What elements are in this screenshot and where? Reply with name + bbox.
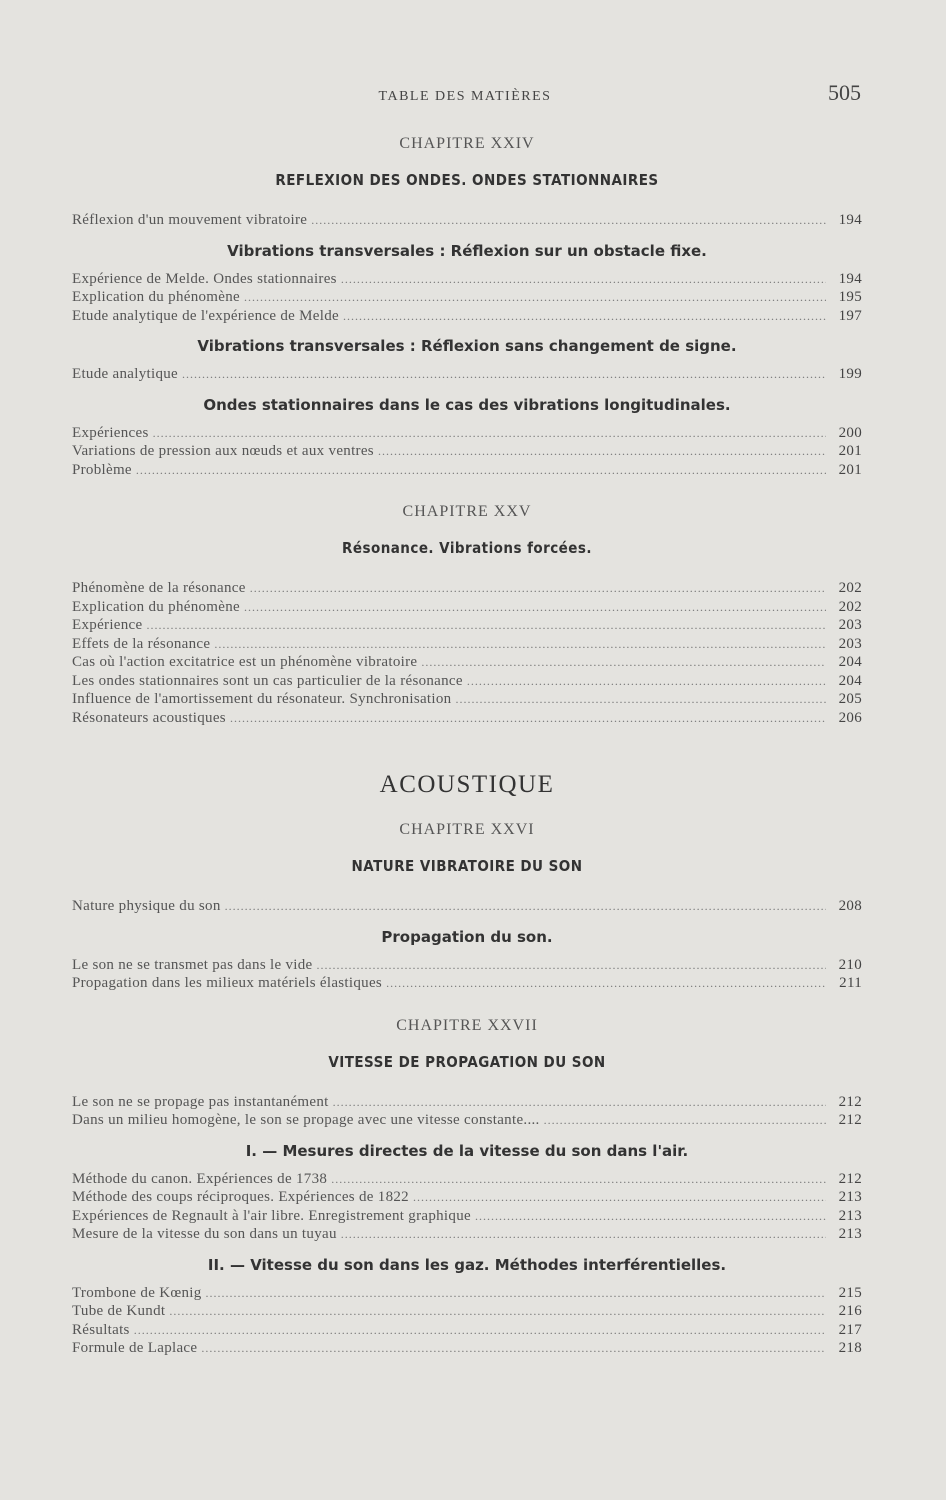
entry-title: Problème <box>72 461 132 478</box>
section-heading: II. — Vitesse du son dans les gaz. Méthodes interférentielles. <box>207 1255 727 1274</box>
section-heading: I. — Mesures directes de la vitesse du son dans l'air. <box>245 1141 689 1160</box>
dot-leader <box>201 1339 826 1358</box>
chapter-title: Résonance. Vibrations forcées. <box>342 539 592 557</box>
toc-entry <box>72 690 862 709</box>
dot-leader <box>311 211 826 230</box>
entry-page: 213 <box>838 1207 862 1224</box>
entry-page: 208 <box>838 898 862 914</box>
spacer <box>72 479 862 503</box>
running-title: TABLE DES MATIÈRES <box>378 89 552 104</box>
dot-leader <box>146 616 826 635</box>
toc-entry <box>72 709 862 728</box>
entry-title: Expériences <box>72 424 149 441</box>
entry-title: Expérience de Melde. Ondes stationnaires <box>72 270 337 287</box>
dot-leader <box>136 461 826 480</box>
dot-leader <box>225 897 826 916</box>
entry-page: 204 <box>838 672 862 689</box>
section-heading: Propagation du son. <box>381 927 553 946</box>
entry-page: 195 <box>838 289 862 305</box>
page-number: 505 <box>828 80 861 105</box>
entry-page: 194 <box>838 212 862 228</box>
spacer <box>72 993 862 1017</box>
dot-leader <box>333 1093 826 1112</box>
toc-entry <box>72 653 862 672</box>
entry-title: Le son ne se propage pas instantanément <box>72 1093 329 1110</box>
entry-page: 210 <box>838 956 862 973</box>
entry-page: 204 <box>838 654 862 670</box>
entry-title: Dans un milieu homogène, le son se propage avec une vitesse constante.... <box>72 1112 540 1128</box>
entry-title: Mesure de la vitesse du son dans un tuyau <box>72 1226 337 1242</box>
toc-entry <box>72 579 862 598</box>
dot-leader <box>467 672 826 691</box>
entry-title: Expériences de Regnault à l'air libre. Enregistrement graphique <box>72 1207 471 1224</box>
toc-entry <box>72 1225 862 1244</box>
dot-leader <box>413 1188 826 1207</box>
chapter-title: VITESSE DE PROPAGATION DU SON <box>328 1052 606 1071</box>
entry-title: Méthode du canon. Expériences de 1738 <box>72 1170 328 1187</box>
toc-entry <box>72 974 862 993</box>
toc-entry <box>72 1170 862 1189</box>
toc-entry <box>72 1093 862 1112</box>
part-title: ACOUSTIQUE <box>379 771 555 798</box>
entry-page: 202 <box>838 598 862 615</box>
chapter-label: CHAPITRE XXVI <box>399 821 535 838</box>
entry-page: 213 <box>838 1189 862 1205</box>
toc-entry <box>72 288 862 307</box>
entry-title: Phénomène de la résonance <box>72 580 246 596</box>
toc-entry <box>72 1321 862 1340</box>
dot-leader <box>455 690 826 709</box>
entry-title: Effets de la résonance <box>72 635 211 652</box>
dot-leader <box>378 442 826 461</box>
toc-entry <box>72 270 862 289</box>
section-heading: Ondes stationnaires dans le cas des vibrations longitudinales. <box>203 395 731 414</box>
toc-entry <box>72 1339 862 1358</box>
entry-page: 200 <box>838 424 862 441</box>
entry-title: Variations de pression aux nœuds et aux ventres <box>72 443 374 459</box>
dot-leader <box>244 288 826 307</box>
entry-page: 217 <box>838 1321 862 1338</box>
toc-entry <box>72 442 862 461</box>
toc-entry <box>72 897 862 916</box>
dot-leader <box>230 709 826 728</box>
entry-title: Nature physique du son <box>72 898 221 914</box>
entry-title: Propagation dans les milieux matériels élastiques <box>72 975 383 991</box>
toc-entry <box>72 307 862 326</box>
chapter-label: CHAPITRE XXIV <box>399 135 535 152</box>
toc-entry <box>72 1207 862 1226</box>
dot-leader <box>341 1225 826 1244</box>
toc-entry <box>72 616 862 635</box>
entry-page: 205 <box>838 691 862 707</box>
chapter-label: CHAPITRE XXV <box>402 503 532 520</box>
dot-leader <box>544 1111 826 1130</box>
toc-entry <box>72 424 862 443</box>
entry-page: 215 <box>838 1284 862 1301</box>
toc-entry <box>72 461 862 480</box>
entry-title: Résultats <box>72 1321 130 1338</box>
entry-title: Formule de Laplace <box>72 1340 198 1356</box>
dot-leader <box>244 598 826 617</box>
dot-leader <box>182 365 826 384</box>
entry-page: 206 <box>838 709 862 726</box>
toc-entry <box>72 1111 862 1130</box>
entry-page: 202 <box>838 580 862 596</box>
entry-page: 201 <box>838 443 862 459</box>
dot-leader <box>475 1207 826 1226</box>
entry-title: Trombone de Kœnig <box>72 1284 202 1301</box>
table-of-contents <box>72 135 862 1358</box>
entry-page: 213 <box>838 1226 862 1242</box>
dot-leader <box>317 956 826 975</box>
toc-entry <box>72 1188 862 1207</box>
entry-page: 199 <box>838 366 862 382</box>
entry-title: Explication du phénomène <box>72 598 240 615</box>
entry-title: Tube de Kundt <box>72 1303 166 1319</box>
dot-leader <box>331 1170 826 1189</box>
chapter-label: CHAPITRE XXVII <box>396 1016 538 1034</box>
entry-page: 212 <box>838 1093 862 1110</box>
entry-page: 203 <box>838 617 862 633</box>
entry-page: 203 <box>838 635 862 652</box>
entry-title: Etude analytique de l'expérience de Melde <box>72 307 339 324</box>
toc-entry <box>72 956 862 975</box>
entry-page: 216 <box>838 1303 862 1319</box>
toc-entry <box>72 365 862 384</box>
dot-leader <box>341 270 826 289</box>
chapter-title: REFLEXION DES ONDES. ONDES STATIONNAIRES <box>275 171 659 189</box>
entry-title: Les ondes stationnaires sont un cas particulier de la résonance <box>72 672 463 689</box>
dot-leader <box>153 424 826 443</box>
entry-title: Méthode des coups réciproques. Expériences de 1822 <box>72 1189 409 1205</box>
entry-title: Etude analytique <box>72 366 179 382</box>
entry-title: Résonateurs acoustiques <box>72 709 226 726</box>
dot-leader <box>343 307 826 326</box>
dot-leader <box>386 974 826 993</box>
section-heading: Vibrations transversales : Réflexion sur un obstacle fixe. <box>227 241 707 260</box>
entry-page: 212 <box>838 1170 862 1187</box>
dot-leader <box>134 1321 826 1340</box>
entry-page: 197 <box>838 307 862 324</box>
section-heading: Vibrations transversales : Réflexion sans changement de signe. <box>197 337 737 355</box>
entry-title: Influence de l'amortissement du résonateur. Synchronisation <box>72 691 452 707</box>
entry-title: Expérience <box>72 617 143 633</box>
toc-entry <box>72 211 862 230</box>
dot-leader <box>250 579 826 598</box>
toc-entry <box>72 635 862 654</box>
dot-leader <box>206 1284 826 1303</box>
entry-title: Explication du phénomène <box>72 289 240 305</box>
dot-leader <box>421 653 826 672</box>
chapter-title: NATURE VIBRATOIRE DU SON <box>351 857 583 875</box>
entry-page: 218 <box>838 1340 862 1356</box>
entry-page: 201 <box>838 461 862 478</box>
entry-title: Cas où l'action excitatrice est un phénomène vibratoire <box>72 654 418 670</box>
entry-title: Réflexion d'un mouvement vibratoire <box>72 212 308 228</box>
entry-page: 194 <box>838 270 862 287</box>
toc-entry <box>72 598 862 617</box>
toc-entry <box>72 1284 862 1303</box>
toc-entry <box>72 672 862 691</box>
toc-entry <box>72 1302 862 1321</box>
entry-page: 211 <box>839 975 862 991</box>
entry-title: Le son ne se transmet pas dans le vide <box>72 956 313 973</box>
entry-page: 212 <box>838 1112 862 1128</box>
dot-leader <box>214 635 826 654</box>
dot-leader <box>169 1302 826 1321</box>
